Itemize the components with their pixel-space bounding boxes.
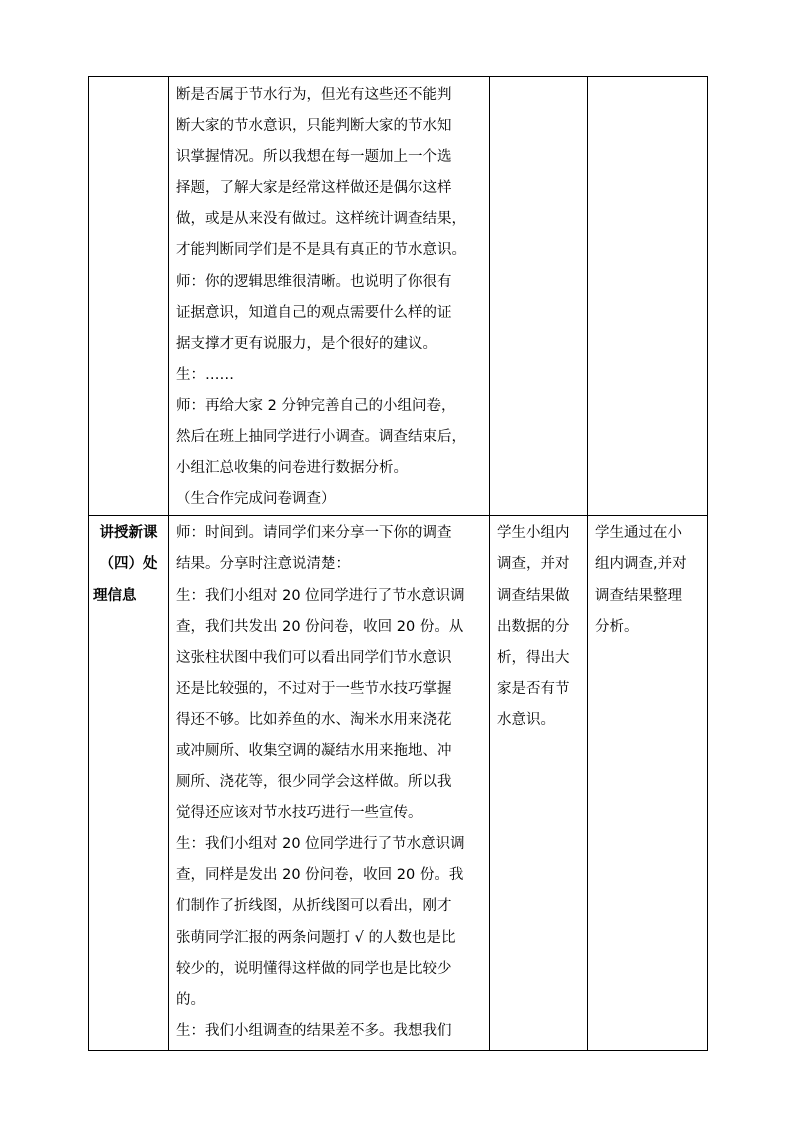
content-line: 生：我们小组对 20 位同学进行了节水意识调 (176, 836, 465, 853)
content-line: 生：我们小组调查的结果差不多。我想我们 (176, 1022, 452, 1039)
content-line: 断大家的节水意识，只能判断大家的节水知 (176, 118, 452, 135)
stage-label-cell (89, 77, 169, 516)
student-activity-cell (490, 516, 588, 1051)
teaching-content-cell (169, 516, 490, 1051)
content-line: （生合作完成问卷调查） (176, 491, 336, 508)
content-line: 生：我们小组对 20 位同学进行了节水意识调 (176, 587, 465, 604)
content-line: 证据意识，知道自己的观点需要什么样的证 (176, 304, 452, 321)
content-line: 还是比较强的，不过对于一些节水技巧掌握 (176, 680, 452, 697)
content-line: 这张柱状图中我们可以看出同学们节水意识 (176, 649, 452, 666)
activity-line: 调查结果做 (497, 587, 570, 604)
content-line: 做，或是从来没有做过。这样统计调查结果， (176, 211, 466, 228)
content-line: 张萌同学汇报的两条问题打 √ 的人数也是比 (176, 929, 456, 946)
activity-line: 水意识。 (497, 711, 555, 728)
content-line: 识掌握情况。所以我想在每一题加上一个选 (176, 149, 452, 166)
content-line: 师：时间到。请同学们来分享一下你的调查 (176, 525, 452, 542)
activity-line: 出数据的分 (497, 618, 570, 635)
stage-label-line: 讲授新课 (99, 525, 158, 542)
content-line: 择题，了解大家是经常这样做还是偶尔这样 (176, 180, 452, 197)
content-line: 师：你的逻辑思维很清晰。也说明了你很有 (176, 273, 452, 290)
content-line: 小组汇总收集的问卷进行数据分析。 (176, 460, 408, 477)
content-line: 结果。分享时注意说清楚： (176, 556, 350, 573)
content-line: 然后在班上抽同学进行小调查。调查结束后， (176, 429, 466, 446)
stage-label-line: 理信息 (93, 587, 137, 604)
intent-line: 分析。 (595, 618, 639, 635)
teaching-content-cell (169, 77, 490, 516)
content-line: 断是否属于节水行为，但光有这些还不能判 (176, 87, 452, 103)
stage-label-line: （四）处 (99, 556, 158, 573)
activity-line: 调查，并对 (497, 556, 570, 573)
stage-label-cell (89, 516, 169, 1051)
activity-line: 学生小组内 (497, 525, 570, 542)
content-line: 查，同样是发出 20 份问卷，收回 20 份。我 (176, 867, 464, 884)
table-row (89, 77, 708, 516)
content-line: 查，我们共发出 20 份问卷，收回 20 份。从 (176, 618, 464, 635)
lesson-plan-table (88, 76, 708, 1051)
content-line: 的。 (176, 991, 205, 1008)
content-line: 据支撑才更有说服力，是个很好的建议。 (176, 335, 437, 352)
intent-line: 调查结果整理 (595, 587, 682, 604)
student-activity-cell (490, 77, 588, 516)
intent-line: 学生通过在小 (595, 525, 682, 542)
content-line: 才能判断同学们是不是具有真正的节水意识。 (176, 242, 466, 259)
content-line: 觉得还应该对节水技巧进行一些宣传。 (176, 805, 423, 822)
intent-line: 组内调查,并对 (595, 556, 687, 573)
design-intent-cell (588, 77, 708, 516)
content-line: 生：…… (176, 366, 234, 383)
activity-line: 析，得出大 (497, 649, 570, 666)
table-row (89, 516, 708, 1051)
content-line: 得还不够。比如养鱼的水、淘米水用来浇花 (176, 711, 452, 728)
content-line: 们制作了折线图，从折线图可以看出，刚才 (176, 898, 452, 915)
content-line: 师：再给大家 2 分钟完善自己的小组问卷， (176, 397, 456, 414)
content-line: 或冲厕所、收集空调的凝结水用来拖地、冲 (176, 742, 452, 759)
content-line: 厕所、浇花等，很少同学会这样做。所以我 (176, 774, 452, 791)
activity-line: 家是否有节 (497, 680, 570, 697)
design-intent-cell (588, 516, 708, 1051)
content-line: 较少的，说明懂得这样做的同学也是比较少 (176, 960, 452, 977)
